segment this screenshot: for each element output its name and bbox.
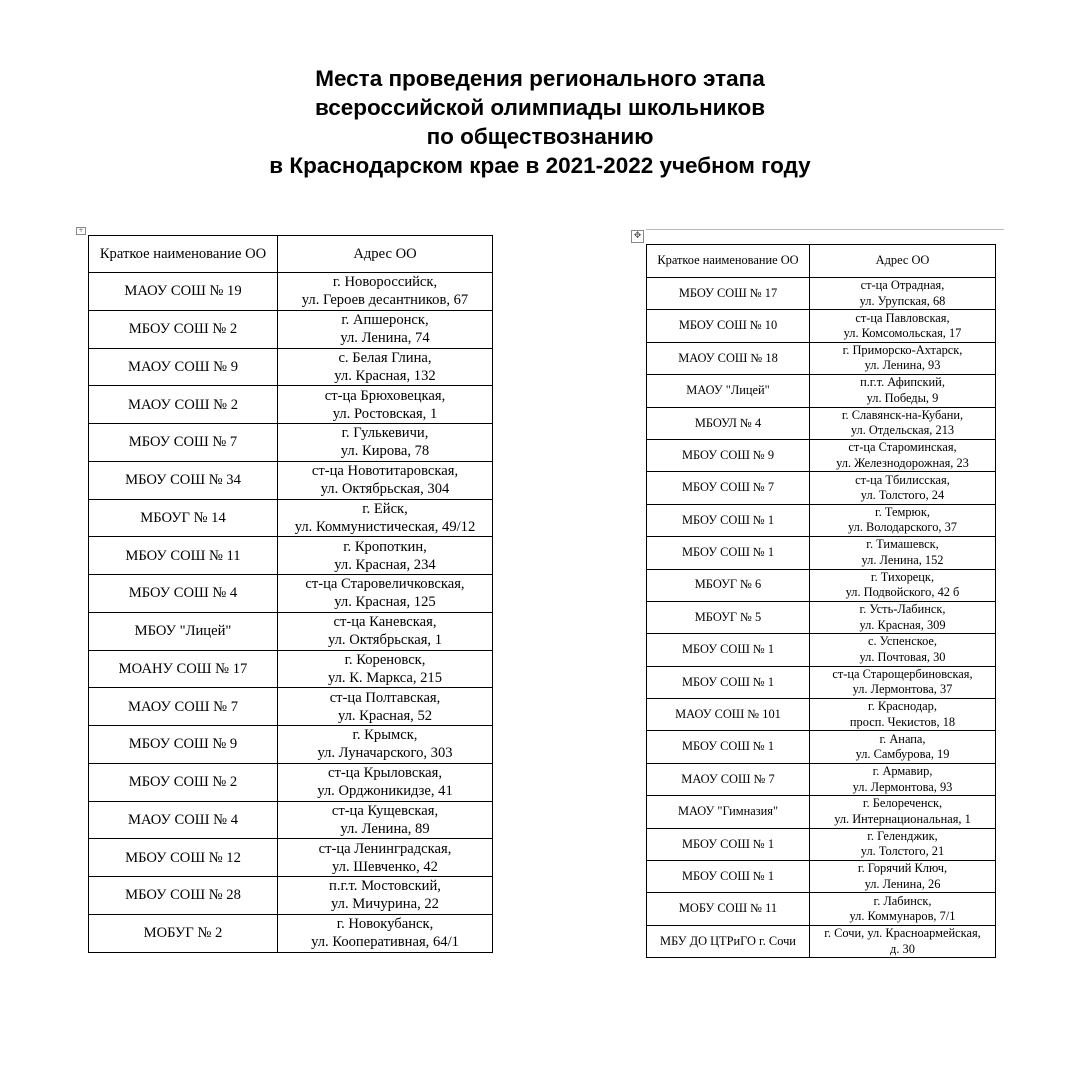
address-line-2: ул. Шевченко, 42 — [332, 858, 438, 875]
title-line-1: Места проведения регионального этапа — [315, 66, 765, 91]
address-line-1: г. Лабинск, — [873, 893, 932, 908]
school-name: МБОУЛ № 4 — [647, 407, 810, 439]
table-row — [89, 726, 493, 764]
address-line-2: ул. Ленина, 93 — [864, 358, 941, 373]
school-address — [278, 877, 493, 915]
address-line-1: г. Усть-Лабинск, — [859, 602, 946, 617]
address-line-1: ст-ца Тбилисская, — [855, 472, 950, 487]
address-line-2: ул. Победы, 9 — [866, 390, 939, 405]
school-name: МАОУ "Гимназия" — [647, 796, 810, 828]
address-line-2: ул. Ростовская, 1 — [332, 405, 438, 422]
table-row — [89, 537, 493, 575]
table-row — [647, 666, 996, 698]
address-line-1: г. Гулькевичи, — [341, 425, 429, 442]
school-name: МБОУ СОШ № 12 — [89, 839, 278, 877]
header-name: Краткое наименование ОО — [89, 236, 278, 273]
table-row — [89, 461, 493, 499]
table-row — [89, 839, 493, 877]
table-row — [647, 601, 996, 633]
school-name: МБОУ "Лицей" — [89, 612, 278, 650]
address-line-2: ул. Ленина, 74 — [340, 330, 430, 347]
school-address — [810, 375, 996, 407]
school-name: МБОУ СОШ № 17 — [647, 278, 810, 310]
school-name: МБОУ СОШ № 11 — [89, 537, 278, 575]
table-row — [647, 278, 996, 310]
school-name: МАОУ СОШ № 19 — [89, 273, 278, 311]
school-address — [278, 914, 493, 952]
table-row — [647, 699, 996, 731]
school-address — [810, 278, 996, 310]
school-name: МБОУ СОШ № 2 — [89, 763, 278, 801]
table-row — [647, 472, 996, 504]
school-name: МАОУ СОШ № 7 — [89, 688, 278, 726]
address-line-1: г. Тимашевск, — [866, 537, 939, 552]
address-line-1: г. Тихорецк, — [870, 569, 935, 584]
address-line-2: ул. Отдельская, 213 — [850, 423, 955, 438]
school-name: МОАНУ СОШ № 17 — [89, 650, 278, 688]
table-row — [89, 650, 493, 688]
school-address — [278, 612, 493, 650]
table-row — [89, 801, 493, 839]
table-row — [647, 407, 996, 439]
school-name: МБОУ СОШ № 1 — [647, 666, 810, 698]
school-name: МБОУ СОШ № 10 — [647, 310, 810, 342]
school-name: МБОУГ № 6 — [647, 569, 810, 601]
left-table — [88, 235, 493, 953]
table-row — [89, 877, 493, 915]
address-line-2: ул. Ленина, 89 — [340, 820, 430, 837]
address-line-2: ул. Красная, 52 — [337, 707, 433, 724]
address-line-2: ул. Кирова, 78 — [340, 443, 430, 460]
school-address — [810, 310, 996, 342]
address-line-1: г. Краснодар, — [868, 699, 937, 714]
right-table — [646, 244, 996, 958]
address-line-1: г. Славянск-на-Кубани, — [841, 407, 964, 422]
table-row — [89, 348, 493, 386]
address-line-1: ст-ца Староминская, — [848, 440, 957, 455]
school-address — [278, 461, 493, 499]
table-row — [89, 386, 493, 424]
school-address — [810, 861, 996, 893]
address-line-1: г. Кропоткин, — [343, 538, 427, 555]
school-address — [278, 537, 493, 575]
school-address — [278, 726, 493, 764]
header-address: Адрес ОО — [810, 245, 996, 278]
address-line-1: ст-ца Кущевская, — [331, 802, 439, 819]
address-line-1: ст-ца Полтавская, — [329, 689, 441, 706]
header-address: Адрес ОО — [278, 236, 493, 273]
school-name: МОБУГ № 2 — [89, 914, 278, 952]
title-line-3: по обществознанию — [426, 124, 654, 149]
school-address — [278, 386, 493, 424]
address-line-1: г. Темрюк, — [875, 504, 930, 519]
school-name: МБОУ СОШ № 1 — [647, 634, 810, 666]
school-address — [278, 763, 493, 801]
table-header-row — [647, 245, 996, 278]
table-move-handle-icon[interactable]: + — [76, 227, 86, 235]
table-row — [89, 499, 493, 537]
address-line-2: ул. Комсомольская, 17 — [843, 326, 962, 341]
school-address — [810, 439, 996, 471]
school-address — [278, 650, 493, 688]
table-row — [647, 828, 996, 860]
address-line-1: с. Успенское, — [867, 634, 938, 649]
address-line-1: ст-ца Новотитаровская, — [311, 463, 459, 480]
school-name: МБУ ДО ЦТРиГО г. Сочи — [647, 925, 810, 957]
address-line-1: ст-ца Старовеличковская, — [305, 576, 465, 593]
table-row — [647, 763, 996, 795]
table-row — [647, 925, 996, 957]
address-line-1: г. Горячий Ключ, — [857, 861, 948, 876]
table-row — [89, 424, 493, 462]
school-name: МБОУ СОШ № 1 — [647, 731, 810, 763]
address-line-2: ул. Октябрьская, 1 — [327, 632, 443, 649]
address-line-1: ст-ца Павловская, — [855, 310, 950, 325]
table-row — [647, 796, 996, 828]
school-name: МБОУ СОШ № 4 — [89, 575, 278, 613]
address-line-1: ст-ца Брюховецкая, — [324, 387, 446, 404]
address-line-1: г. Новокубанск, — [336, 916, 434, 933]
table-row — [647, 310, 996, 342]
address-line-2: просп. Чекистов, 18 — [849, 714, 956, 729]
address-line-2: ул. Героев десантников, 67 — [301, 292, 469, 309]
address-line-2: ул. Железнодорожная, 23 — [836, 455, 969, 470]
table-row — [89, 310, 493, 348]
table-row — [647, 731, 996, 763]
address-line-2: ул. Лермонтова, 93 — [852, 779, 953, 794]
school-name: МБОУ СОШ № 1 — [647, 828, 810, 860]
school-name: МБОУ СОШ № 9 — [89, 726, 278, 764]
school-name: МБОУГ № 5 — [647, 601, 810, 633]
address-line-1: г. Белореченск, — [862, 796, 943, 811]
table-row — [89, 688, 493, 726]
table-row — [89, 575, 493, 613]
table-row — [647, 537, 996, 569]
school-address — [278, 688, 493, 726]
address-line-2: ул. Орджоникидзе, 41 — [317, 783, 453, 800]
address-line-2: ул. Володарского, 37 — [848, 520, 957, 535]
school-name: МАОУ СОШ № 2 — [89, 386, 278, 424]
table-row — [647, 504, 996, 536]
address-line-2: ул. Красная, 234 — [334, 556, 436, 573]
address-line-1: г. Апшеронск, — [341, 312, 429, 329]
address-line-2: ул. Подвойского, 42 б — [845, 585, 960, 600]
school-address — [278, 310, 493, 348]
title-line-2: всероссийской олимпиады школьников — [314, 95, 766, 120]
address-line-2: ул. Ленина, 152 — [861, 552, 944, 567]
table-row — [647, 569, 996, 601]
table-header-row — [89, 236, 493, 273]
school-name: МБОУ СОШ № 9 — [647, 439, 810, 471]
school-name: МАОУ СОШ № 18 — [647, 342, 810, 374]
school-name: МОБУ СОШ № 11 — [647, 893, 810, 925]
school-address — [810, 342, 996, 374]
address-line-2: д. 30 — [890, 941, 915, 956]
address-line-2: ул. Красная, 125 — [334, 594, 436, 611]
address-line-2: ул. Коммунистическая, 49/12 — [294, 518, 476, 535]
table-border-guide — [646, 229, 1004, 230]
address-line-1: г. Анапа, — [879, 731, 926, 746]
school-name: МАОУ СОШ № 101 — [647, 699, 810, 731]
table-row — [89, 273, 493, 311]
address-line-2: ул. Лермонтова, 37 — [852, 682, 953, 697]
address-line-2: ул. К. Маркса, 215 — [327, 669, 443, 686]
school-address — [810, 504, 996, 536]
address-line-1: ст-ца Старощербиновская, — [832, 666, 973, 681]
table-row — [647, 439, 996, 471]
school-address — [810, 731, 996, 763]
address-line-2: ул. Ленина, 26 — [864, 876, 941, 891]
address-line-1: г. Крымск, — [352, 727, 418, 744]
school-name: МБОУГ № 14 — [89, 499, 278, 537]
address-line-2: ул. Кооперативная, 64/1 — [311, 934, 459, 951]
address-line-1: с. Белая Глина, — [338, 349, 432, 366]
school-address — [810, 569, 996, 601]
address-line-1: г. Кореновск, — [344, 651, 426, 668]
table-row — [89, 914, 493, 952]
school-address — [810, 634, 996, 666]
address-line-2: ул. Красная, 309 — [859, 617, 946, 632]
school-name: МБОУ СОШ № 1 — [647, 504, 810, 536]
address-line-1: ст-ца Отрадная, — [860, 278, 945, 293]
address-line-1: ст-ца Каневская, — [333, 614, 437, 631]
address-line-2: ул. Красная, 132 — [334, 367, 436, 384]
address-line-2: ул. Толстого, 21 — [860, 844, 945, 859]
school-name: МБОУ СОШ № 7 — [89, 424, 278, 462]
school-address — [810, 763, 996, 795]
address-line-1: г. Геленджик, — [867, 828, 938, 843]
school-address — [810, 601, 996, 633]
address-line-1: ст-ца Крыловская, — [327, 765, 443, 782]
table-move-handle-icon[interactable]: ✥ — [631, 230, 644, 243]
address-line-1: г. Новороссийск, — [332, 274, 438, 291]
school-address — [810, 537, 996, 569]
school-address — [278, 348, 493, 386]
address-line-2: ул. Коммунаров, 7/1 — [849, 909, 956, 924]
table-row — [647, 342, 996, 374]
address-line-2: ул. Почтовая, 30 — [859, 649, 946, 664]
address-line-1: п.г.т. Афипский, — [860, 375, 945, 390]
school-address — [810, 666, 996, 698]
address-line-2: ул. Октябрьская, 304 — [320, 481, 450, 498]
address-line-2: ул. Самбурова, 19 — [855, 747, 950, 762]
school-name: МБОУ СОШ № 28 — [89, 877, 278, 915]
header-name: Краткое наименование ОО — [647, 245, 810, 278]
address-line-2: ул. Интернациональная, 1 — [834, 811, 971, 826]
school-address — [278, 424, 493, 462]
address-line-2: ул. Луначарского, 303 — [317, 745, 453, 762]
school-address — [810, 925, 996, 957]
table-row — [89, 763, 493, 801]
school-address — [278, 839, 493, 877]
school-name: МБОУ СОШ № 2 — [89, 310, 278, 348]
school-address — [810, 828, 996, 860]
school-address — [278, 575, 493, 613]
school-address — [810, 796, 996, 828]
document-title — [0, 64, 1080, 180]
school-address — [278, 499, 493, 537]
school-address — [278, 273, 493, 311]
school-name: МАОУ "Лицей" — [647, 375, 810, 407]
school-name: МБОУ СОШ № 1 — [647, 537, 810, 569]
address-line-1: п.г.т. Мостовский, — [329, 878, 441, 895]
school-name: МАОУ СОШ № 7 — [647, 763, 810, 795]
table-row — [647, 375, 996, 407]
address-line-1: г. Армавир, — [872, 764, 933, 779]
table-row — [647, 634, 996, 666]
address-line-2: ул. Толстого, 24 — [860, 488, 945, 503]
address-line-2: ул. Мичурина, 22 — [331, 896, 439, 913]
school-name: МБОУ СОШ № 1 — [647, 861, 810, 893]
school-name: МБОУ СОШ № 34 — [89, 461, 278, 499]
school-address — [810, 699, 996, 731]
table-row — [89, 612, 493, 650]
school-name: МАОУ СОШ № 4 — [89, 801, 278, 839]
table-row — [647, 861, 996, 893]
school-address — [810, 472, 996, 504]
address-line-1: ст-ца Ленинградская, — [318, 840, 452, 857]
school-name: МБОУ СОШ № 7 — [647, 472, 810, 504]
school-name: МАОУ СОШ № 9 — [89, 348, 278, 386]
address-line-2: ул. Урупская, 68 — [859, 293, 946, 308]
table-row — [647, 893, 996, 925]
title-line-4: в Краснодарском крае в 2021-2022 учебном году — [269, 153, 811, 178]
school-address — [278, 801, 493, 839]
address-line-1: г. Приморско-Ахтарск, — [842, 342, 963, 357]
address-line-1: г. Ейск, — [362, 500, 408, 517]
address-line-1: г. Сочи, ул. Красноармейская, — [824, 926, 981, 940]
school-address — [810, 407, 996, 439]
school-address — [810, 893, 996, 925]
